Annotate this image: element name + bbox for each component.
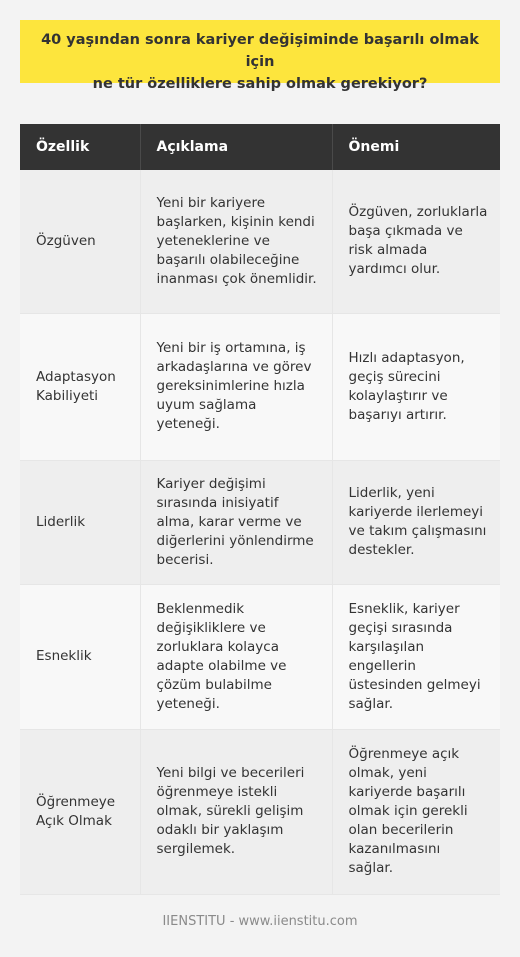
table-row bbox=[20, 729, 500, 894]
description-cell: Yeni bir kariyere başlarken, kişinin kendi yeteneklerine ve başarılı olabileceğine inanması çok önemlidir. bbox=[140, 170, 332, 313]
title-line-2: ne tür özelliklere sahip olmak gerekiyor? bbox=[92, 76, 428, 92]
importance-cell: Hızlı adaptasyon, geçiş sürecini kolaylaştırır ve başarıyı artırır. bbox=[332, 313, 500, 460]
footer-credit: IIENSTITU - www.iienstitu.com bbox=[162, 914, 358, 929]
feature-cell: Özgüven bbox=[20, 170, 140, 313]
feature-cell: Esneklik bbox=[20, 584, 140, 729]
description-cell: Yeni bilgi ve becerileri öğrenmeye istekli olmak, sürekli gelişim odaklı bir yaklaşım sergilemek. bbox=[140, 729, 332, 894]
importance-cell: Öğrenmeye açık olmak, yeni kariyerde başarılı olmak için gerekli olan becerilerin kazanılmasını sağlar. bbox=[332, 729, 500, 894]
importance-cell: Özgüven, zorluklarla başa çıkmada ve risk almada yardımcı olur. bbox=[332, 170, 500, 313]
feature-cell: Öğrenmeye Açık Olmak bbox=[20, 729, 140, 894]
feature-cell: Liderlik bbox=[20, 460, 140, 584]
feature-cell: Adaptasyon Kabiliyeti bbox=[20, 313, 140, 460]
table-row bbox=[20, 584, 500, 729]
importance-cell: Esneklik, kariyer geçişi sırasında karşılaşılan engellerin üstesinden gelmeyi sağlar. bbox=[332, 584, 500, 729]
page-title bbox=[30, 29, 490, 95]
table-row bbox=[20, 313, 500, 460]
table-row bbox=[20, 460, 500, 584]
header-description: Açıklama bbox=[140, 124, 332, 170]
description-cell: Beklenmedik değişikliklere ve zorluklara kolayca adapte olabilme ve çözüm bulabilme yeteneği. bbox=[140, 584, 332, 729]
importance-cell: Liderlik, yeni kariyerde ilerlemeyi ve takım çalışmasını destekler. bbox=[332, 460, 500, 584]
table-header-row bbox=[20, 124, 500, 170]
description-cell: Yeni bir iş ortamına, iş arkadaşlarına ve görev gereksinimlerine hızla uyum sağlama yeteneği. bbox=[140, 313, 332, 460]
title-line-1: 40 yaşından sonra kariyer değişiminde başarılı olmak için bbox=[41, 32, 479, 70]
header-feature: Özellik bbox=[20, 124, 140, 170]
features-table bbox=[20, 124, 500, 895]
table-row bbox=[20, 170, 500, 313]
header-importance: Önemi bbox=[332, 124, 500, 170]
title-banner bbox=[20, 20, 500, 92]
description-cell: Kariyer değişimi sırasında inisiyatif alma, karar verme ve diğerlerini yönlendirme becerisi. bbox=[140, 460, 332, 584]
